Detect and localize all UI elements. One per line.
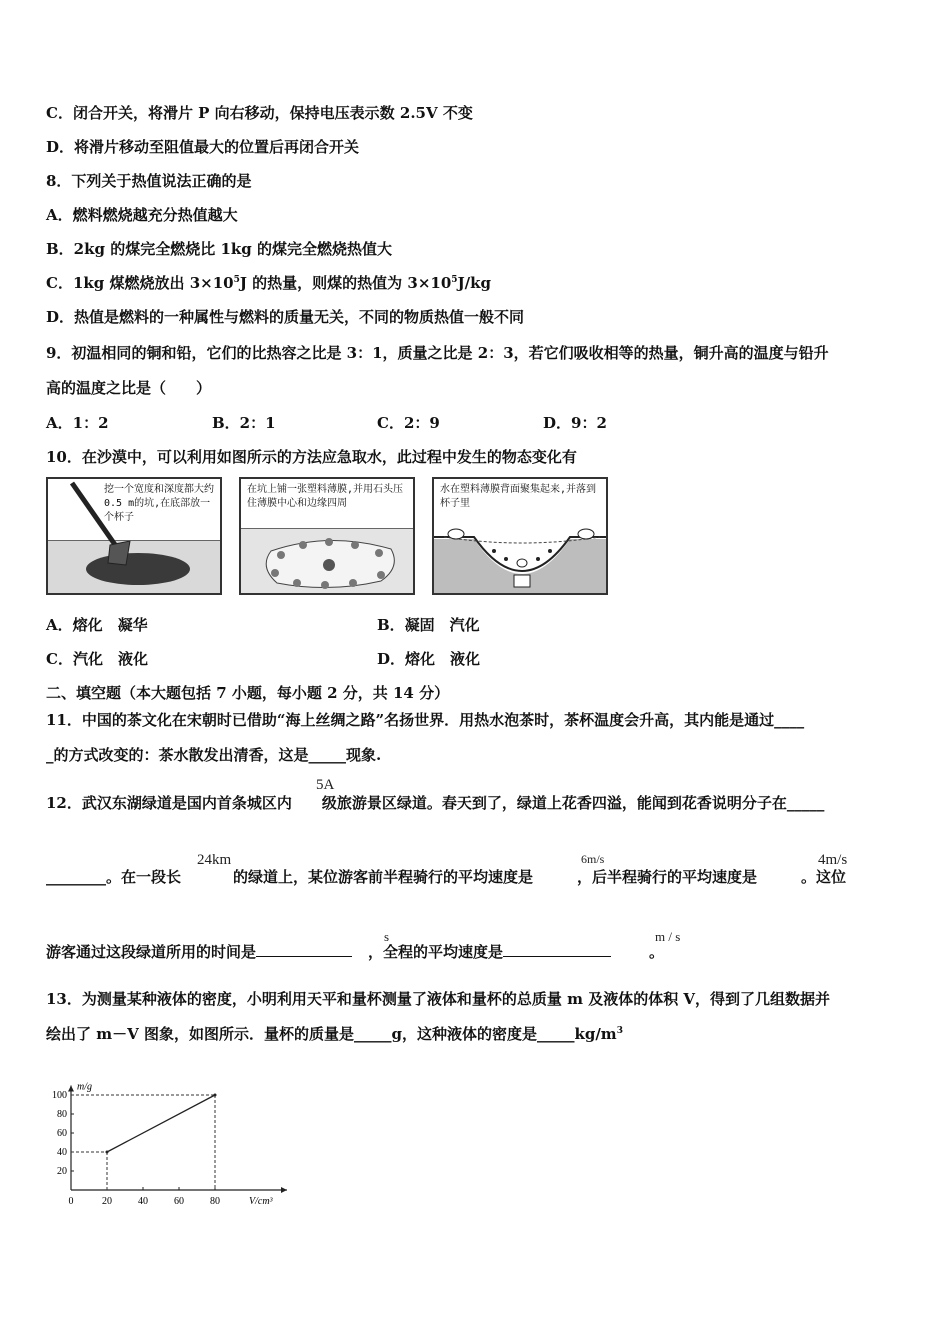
q9-option-d: D．9：2 (543, 414, 607, 432)
x-axis-arrow (281, 1187, 287, 1193)
section2-title: 二、填空题（本大题包括 7 小题，每小题 2 分，共 14 分） (46, 684, 450, 702)
q12-l2-a: ________。在一段长 (46, 868, 182, 886)
y-tick-label: 60 (57, 1128, 67, 1139)
q10-figure-condensation (432, 477, 608, 595)
q10-stem: 10．在沙漠中，可以利用如图所示的方法应急取水，此过程中发生的物态变化有 (46, 448, 577, 466)
y-tick-label: 100 (52, 1090, 67, 1101)
q10-fig3-caption: 水在塑料薄膜背面聚集起来,并落到杯子里 (440, 484, 597, 509)
series-line (107, 1095, 215, 1152)
q12-l3-c: 。 (649, 943, 665, 961)
y-axis-label: m/g (77, 1081, 92, 1093)
q10-figure-cover-film (239, 477, 415, 595)
q8-option-a: A．燃料燃烧越充分热值越大 (46, 206, 238, 224)
q8-c-post: J/kg (457, 274, 492, 292)
q12-note-6ms: 6m/s (581, 852, 605, 866)
q12-speed-blank[interactable] (503, 942, 611, 957)
q12-l1-b: 级旅游景区绿道。春天到了，绿道上花香四溢，能闻到花香说明分子在_____ (321, 794, 825, 812)
q12-line1 (46, 792, 824, 813)
q12-l2-d: 。这位 (801, 868, 847, 886)
q12-note-s: s (384, 929, 390, 944)
x-axis-label: V/cm³ (249, 1196, 273, 1207)
q7-option-c: C．闭合开关，将滑片 P 向右移动，保持电压表示数 2.5V 不变 (46, 104, 473, 122)
x-tick-label: 60 (174, 1196, 184, 1207)
q9-option-a: A．1：2 (46, 414, 109, 432)
x-tick-label: 80 (210, 1196, 220, 1207)
q12-l3-a: 游客通过这段绿道所用的时间是 (46, 943, 257, 961)
q12-time-blank[interactable] (256, 942, 352, 957)
q12-l2-b: 的绿道上，某位游客前半程骑行的平均速度是 (233, 868, 534, 886)
q10-fig1-caption: 挖一个宽度和深度都大约0.5 m的坑,在底部放一个杯子 (104, 484, 214, 523)
q8-c-exp1: 5 (233, 275, 240, 285)
mv-chart (40, 1058, 310, 1218)
q11-line2: _的方式改变的：茶水散发出清香，这是_____现象. (46, 746, 382, 764)
q8-stem: 8．下列关于热值说法正确的是 (46, 172, 252, 190)
q10-option-b: B．凝固 汽化 (377, 616, 480, 634)
q10-figure-dig-pit (46, 477, 222, 595)
q12-l1-a: 12．武汉东湖绿道是国内首条城区内 (46, 794, 292, 812)
y-tick-label: 20 (57, 1166, 67, 1177)
q9-option-c: C．2：9 (377, 414, 440, 432)
q12-note-5a: 5A (316, 777, 335, 793)
q13-line2-exp: 3 (616, 1026, 623, 1036)
y-axis-arrow (68, 1086, 74, 1092)
x-tick-label: 0 (68, 1196, 74, 1207)
q12-note-ms: m / s (655, 929, 681, 944)
q11-line1: 11．中国的茶文化在宋朝时已借助“海上丝绸之路”名扬世界．用热水泡茶时，茶杯温度会升高，其内能是通过____ (46, 711, 805, 729)
y-tick-label: 40 (57, 1147, 67, 1158)
q8-c-exp2: 5 (451, 275, 458, 285)
q7-option-d: D．将滑片移动至阻值最大的位置后再闭合开关 (46, 138, 360, 156)
q10-fig2-caption: 在坑上铺一张塑料薄膜,并用石头压住薄膜中心和边缘四周 (247, 484, 404, 509)
q13-line1: 13．为测量某种液体的密度，小明利用天平和量杯测量了液体和量杯的总质量 m 及液体的体积 V，得到了几组数据并 (46, 990, 831, 1008)
q13-line2-text: 绘出了 m－V 图象，如图所示．量杯的质量是_____g，这种液体的密度是_____kg/m (46, 1025, 617, 1043)
q9-stem-line1: 9．初温相同的铜和铅，它们的比热容之比是 3：1，质量之比是 2：3，若它们吸收相等的热量，铜升高的温度与铅升 (46, 344, 829, 362)
data-point (214, 1094, 217, 1097)
q10-option-a: A．熔化 凝华 (46, 616, 148, 634)
q12-note-4ms: 4m/s (818, 852, 848, 868)
q12-line3 (46, 941, 664, 962)
q13-line2 (46, 1023, 623, 1044)
data-point (106, 1151, 109, 1154)
q9-option-b: B．2：1 (212, 414, 276, 432)
x-tick-label: 40 (138, 1196, 148, 1207)
q8-option-c (46, 272, 491, 293)
x-tick-label: 20 (102, 1196, 112, 1207)
q12-note-24km: 24km (197, 852, 232, 868)
q12-l3-b: ，全程的平均速度是 (368, 943, 504, 961)
q9-stem-line2: 高的温度之比是（ ） (46, 379, 212, 397)
y-tick-label: 80 (57, 1109, 67, 1120)
q12-l2-c: ，后半程骑行的平均速度是 (577, 868, 758, 886)
q8-c-mid: J 的热量，则煤的热值为 3×10 (239, 274, 452, 292)
q8-option-d: D．热值是燃料的一种属性与燃料的质量无关，不同的物质热值一般不同 (46, 308, 525, 326)
q8-c-pre: C．1kg 煤燃烧放出 3×10 (46, 274, 234, 292)
q10-option-d: D．熔化 液化 (377, 650, 481, 668)
q8-option-b: B．2kg 的煤完全燃烧比 1kg 的煤完全燃烧热值大 (46, 240, 392, 258)
q12-line2 (46, 866, 846, 887)
q10-option-c: C．汽化 液化 (46, 650, 148, 668)
